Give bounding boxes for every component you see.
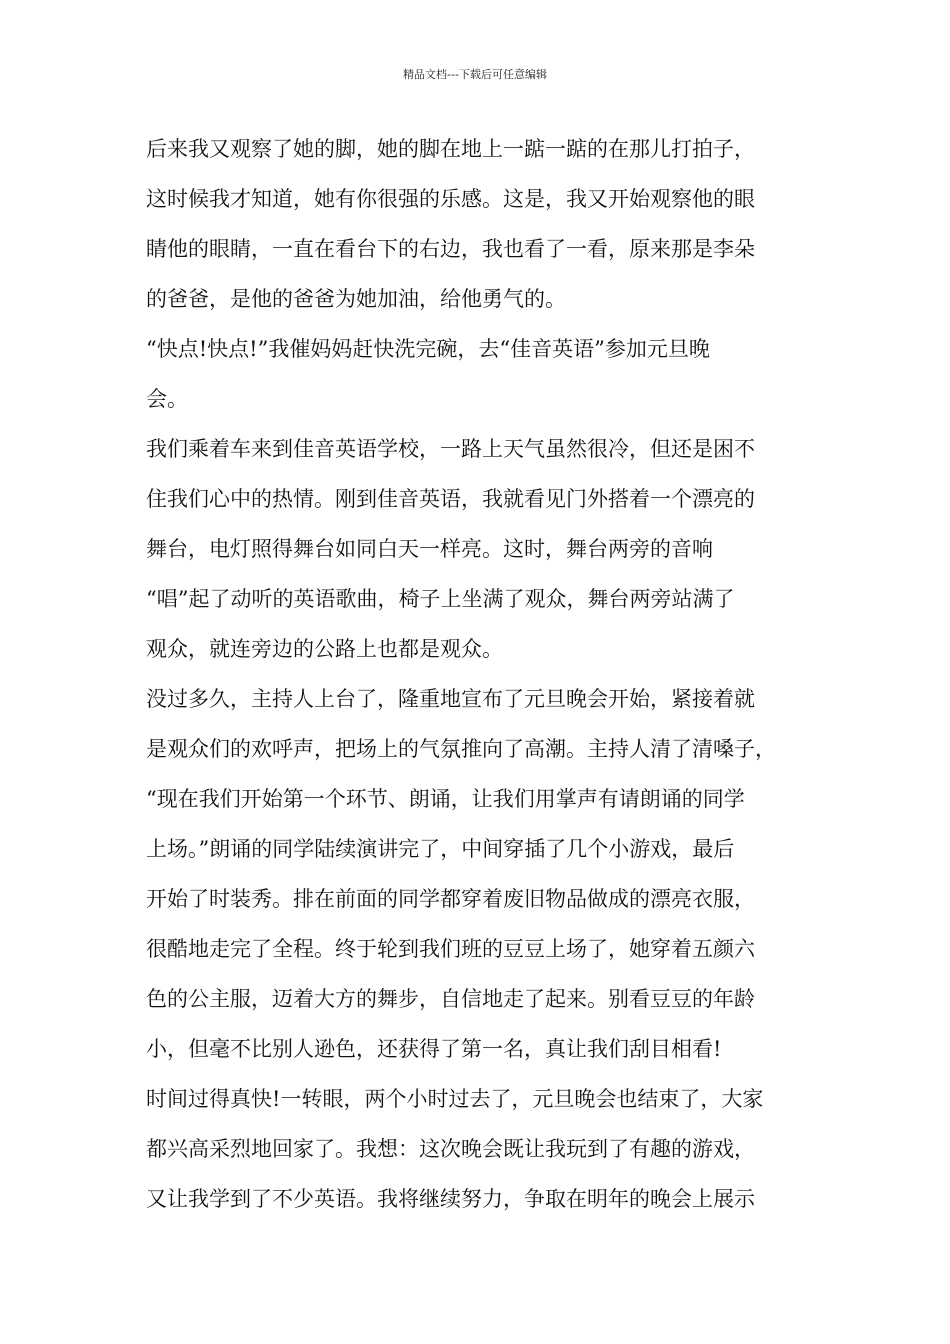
- text-line: 观众，就连旁边的公路上也都是观众。: [146, 637, 503, 661]
- text-line: 睛他的眼睛，一直在看台下的右边，我也看了一看，原来那是李朵: [146, 237, 755, 261]
- text-line: 是观众们的欢呼声，把场上的气氛推向了高潮。主持人清了清嗓子，: [146, 737, 776, 761]
- text-line: “唱”起了动听的英语歌曲，椅子上坐满了观众，舞台两旁站满了: [146, 587, 735, 611]
- text-line: 后来我又观察了她的脚，她的脚在地上一踮一踮的在那儿打拍子，: [146, 137, 755, 161]
- text-line: 又让我学到了不少英语。我将继续努力，争取在明年的晚会上展示: [146, 1187, 755, 1211]
- text-line: “快点!快点!”我催妈妈赶快洗完碗，去“佳音英语”参加元旦晚: [146, 337, 710, 361]
- text-line: 开始了时装秀。排在前面的同学都穿着废旧物品做成的漂亮衣服，: [146, 887, 755, 911]
- text-line: 没过多久，主持人上台了，隆重地宣布了元旦晚会开始，紧接着就: [146, 687, 755, 711]
- page-header: 精品文档---下载后可任意编辑: [403, 68, 547, 81]
- text-line: 住我们心中的热情。刚到佳音英语，我就看见门外搭着一个漂亮的: [146, 487, 755, 511]
- text-line: 小，但毫不比别人逊色，还获得了第一名，真让我们刮目相看!: [146, 1037, 722, 1061]
- text-line: “现在我们开始第一个环节、朗诵，让我们用掌声有请朗诵的同学: [146, 787, 745, 811]
- text-line: 色的公主服，迈着大方的舞步，自信地走了起来。别看豆豆的年龄: [146, 987, 755, 1011]
- text-line: 我们乘着车来到佳音英语学校，一路上天气虽然很冷，但还是困不: [146, 437, 755, 461]
- text-line: 很酷地走完了全程。终于轮到我们班的豆豆上场了，她穿着五颜六: [146, 937, 755, 961]
- text-line: 都兴高采烈地回家了。我想：这次晚会既让我玩到了有趣的游戏，: [146, 1137, 755, 1161]
- text-line: 的爸爸，是他的爸爸为她加油，给他勇气的。: [146, 287, 566, 311]
- text-line: 会。: [146, 387, 188, 411]
- text-line: 时间过得真快!一转眼，两个小时过去了，元旦晚会也结束了，大家: [146, 1087, 764, 1111]
- text-line: 这时候我才知道，她有你很强的乐感。这是，我又开始观察他的眼: [146, 187, 755, 211]
- text-line: 舞台，电灯照得舞台如同白天一样亮。这时，舞台两旁的音响: [146, 537, 713, 561]
- text-line: 上场。”朗诵的同学陆续演讲完了，中间穿插了几个小游戏，最后: [146, 837, 735, 861]
